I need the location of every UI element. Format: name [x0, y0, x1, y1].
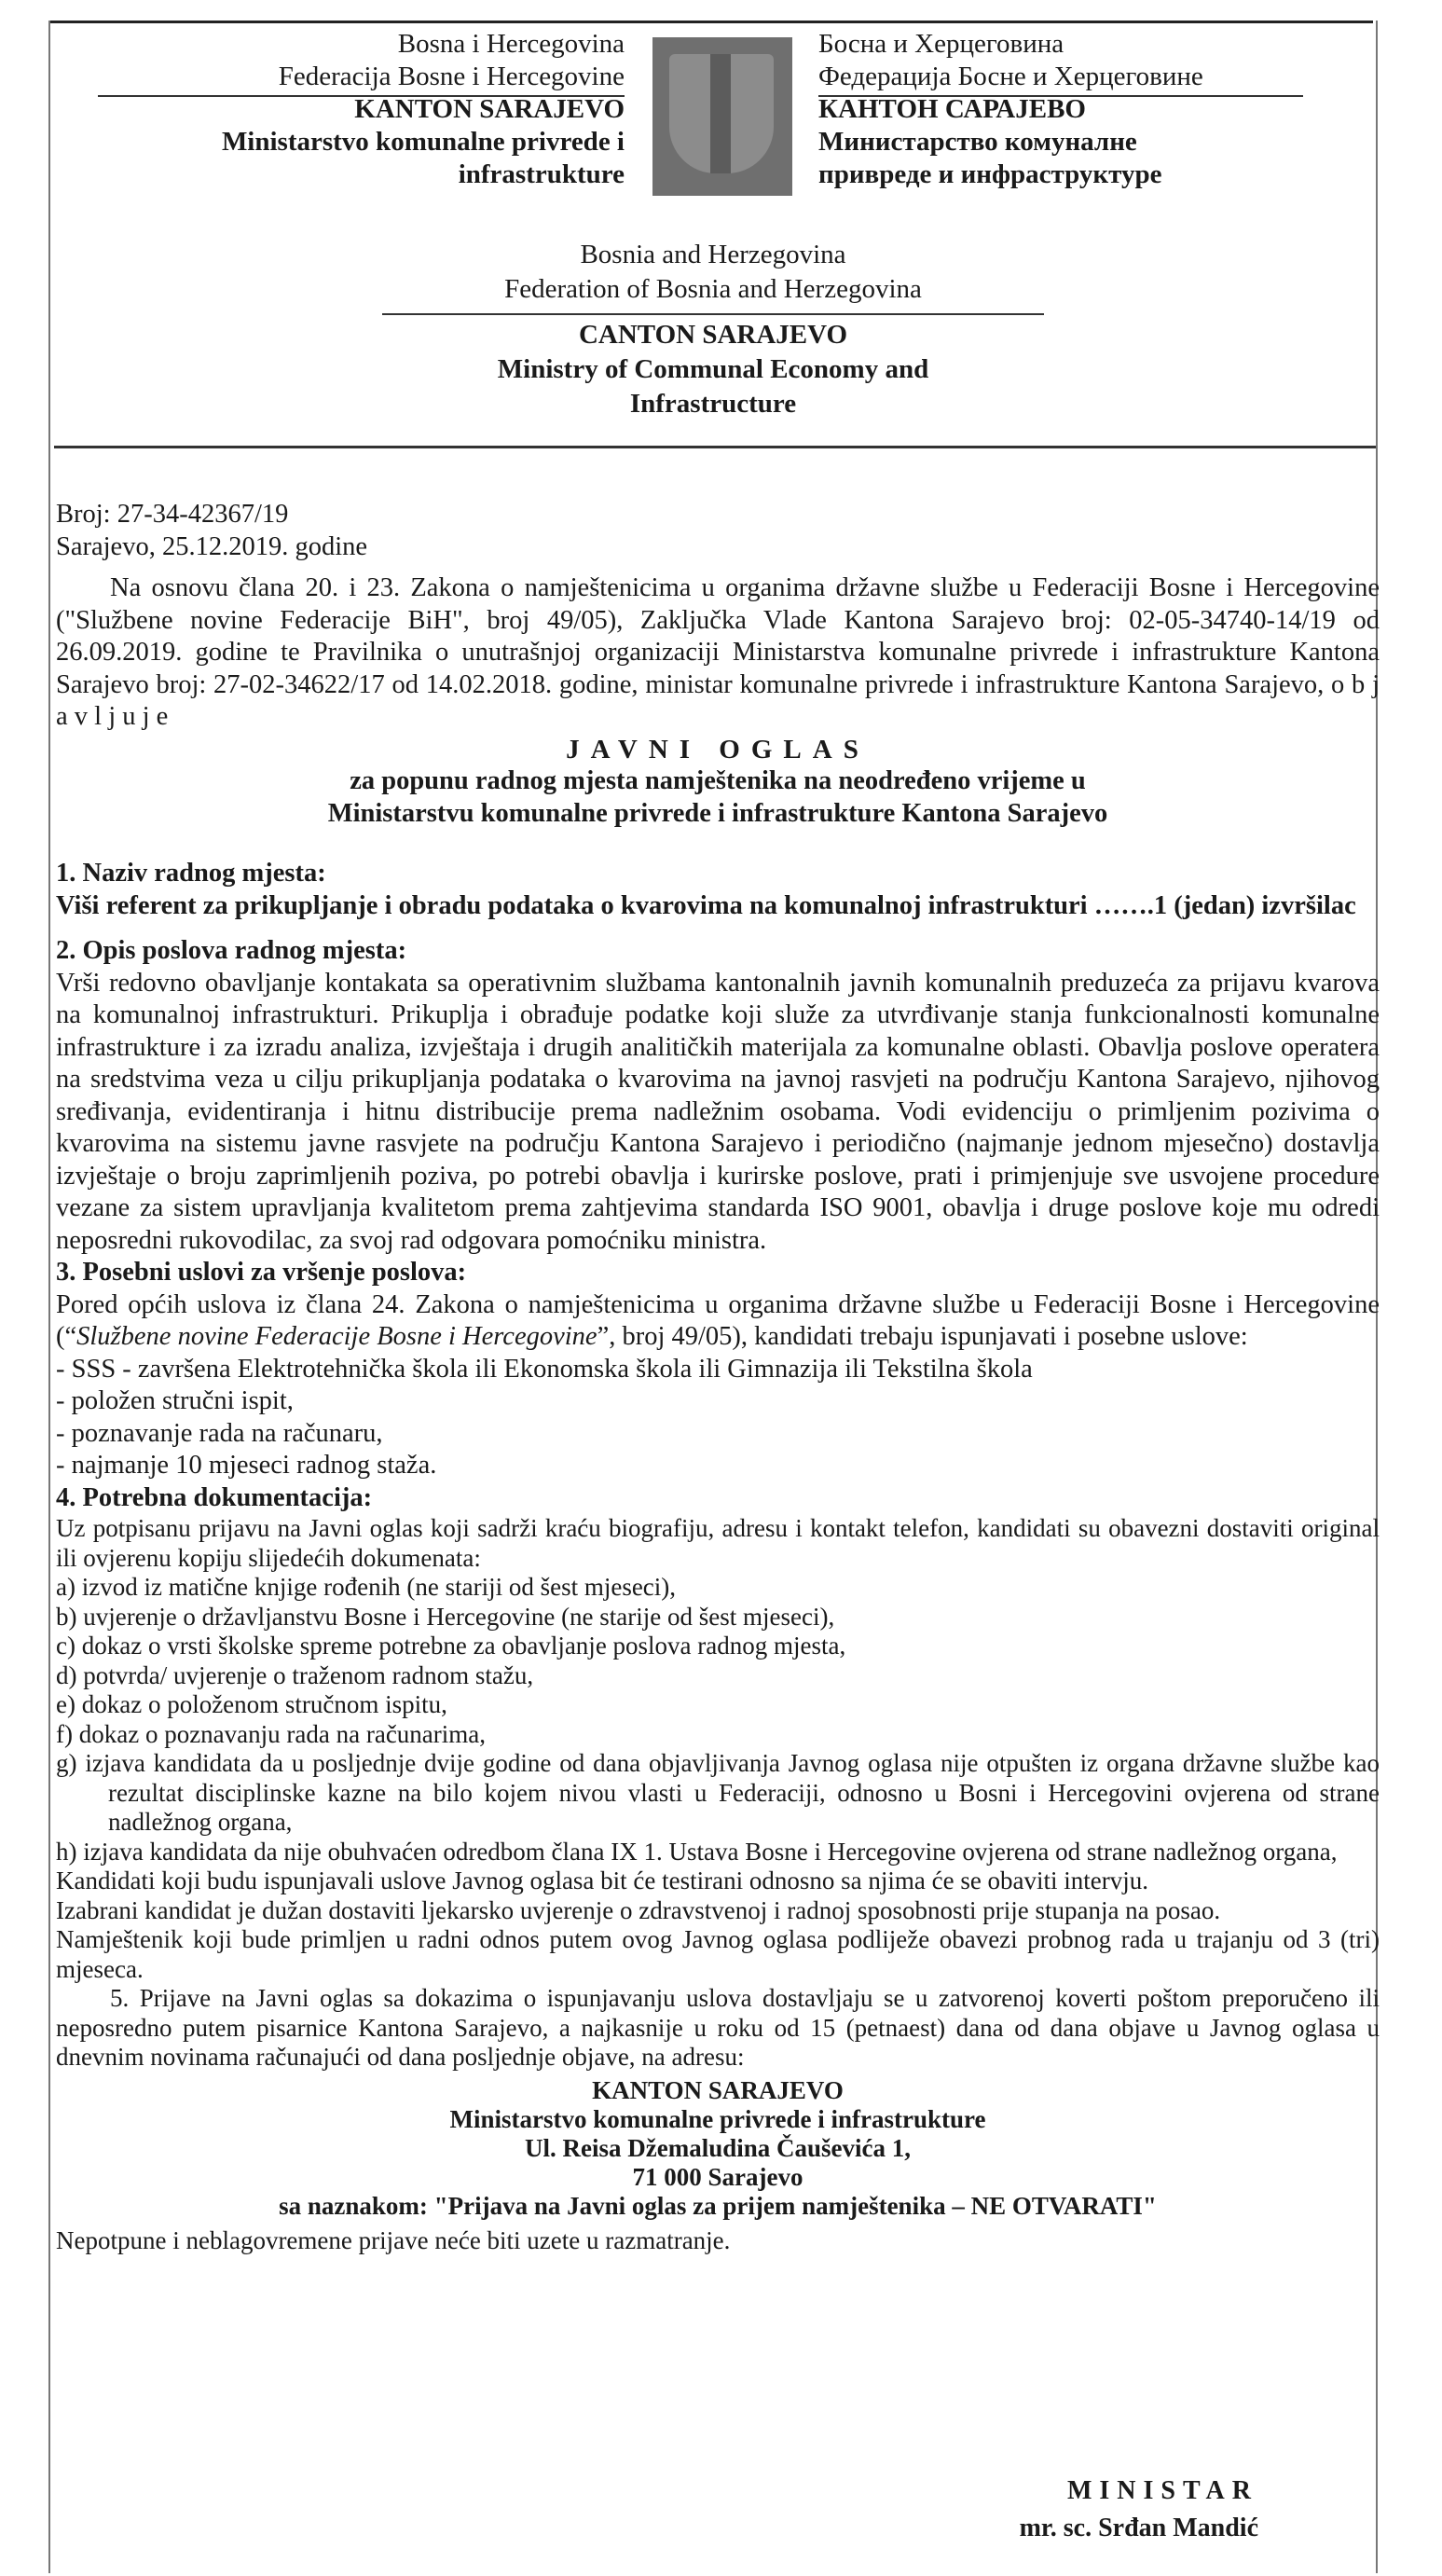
- document-date: Sarajevo, 25.12.2019. godine: [56, 531, 368, 561]
- document-list-item: g) izjava kandidata da u posljednje dvije godine od dana objavljivanja Javnog oglasa nije otpušten iz organa državne službe kao rezultat disciplinske kazne na bilo kojem nivou vlasti u Federaciji, odnosno u Bosni i Hercegovini ovjerena od strane nadležnog organa,: [56, 1749, 1380, 1836]
- section-3-item: - najmanje 10 mjeseci radnog staža.: [56, 1451, 437, 1480]
- section-4-note-medical: Izabrani kandidat je dužan dostaviti ljekarsko uvjerenje o zdravstvenoj i radnoj sposobnosti prije stupanja na posao.: [56, 1895, 1221, 1924]
- header-country-cyrillic: Босна и Херцеговина: [818, 29, 1064, 59]
- section-1-text: Viši referent za prikupljanje i obradu podataka o kvarovima na komunalnoj infrastrukturi …….1 (jedan) izvršilac: [56, 890, 1356, 920]
- address-postal: 71 000 Sarajevo: [632, 2162, 803, 2191]
- section-4-note-probation: Namještenik koji bude primljen u radni odnos putem ovog Javnog oglasa podliježe obavezi probnog rada u trajanju od 3 (tri) mjeseca.: [56, 1925, 1380, 1983]
- section-3-item: - poznavanje rada na računaru,: [56, 1418, 383, 1448]
- header-right-rule: [818, 95, 1303, 97]
- document-list-item: d) potvrda/ uvjerenje o traženom radnom stažu,: [56, 1660, 534, 1689]
- signature-title: MINISTAR: [1066, 2476, 1258, 2505]
- section-3-text: [56, 1289, 1380, 1354]
- document-list-item: c) dokaz o vrsti školske spreme potrebne za obavljanje poslova radnog mjesta,: [56, 1632, 846, 1660]
- coat-of-arms-emblem: [652, 37, 792, 196]
- header-ministry-english-line2: Infrastructure: [629, 389, 797, 419]
- header-ministry-line1: Ministarstvo komunalne privrede i: [221, 127, 625, 157]
- header-left-rule: [98, 95, 625, 97]
- header-bottom-rule: [54, 446, 1376, 448]
- section-3-item: - položen stručni ispit,: [56, 1386, 294, 1415]
- section-3-text-start: Pored općih uslova iz člana 24. Zakona o namještenicima u organima državne službe u Federaciji Bosne i Hercegovine (“: [56, 1289, 1380, 1351]
- header-english: [373, 238, 1053, 421]
- header-federation-english: Federation of Bosnia and Herzegovina: [504, 274, 922, 304]
- header-ministry-line2: infrastrukture: [458, 159, 625, 189]
- document-body: [56, 499, 1380, 2255]
- notice-title: JAVNI OGLAS: [566, 734, 870, 765]
- section-1-heading: 1. Naziv radnog mjesta:: [56, 859, 326, 888]
- notice-subtitle-line2: Ministarstvu komunalne privrede i infrastrukture Kantona Sarajevo: [327, 798, 1108, 828]
- header-ministry-cyrillic-line2: привреде и инфраструктуре: [818, 159, 1162, 189]
- document-list-item: h) izjava kandidata da nije obuhvaćen odredbom člana IX 1. Ustava Bosne i Hercegovine ovjerena od strane nadležnog organa,: [56, 1837, 1338, 1866]
- header-federation-cyrillic: Федерација Босне и Херцеговине: [818, 62, 1203, 91]
- notice-subtitle-line1: za popunu radnog mjesta namještenika na neodređeno vrijeme u: [350, 766, 1086, 795]
- header-ministry-cyrillic-line1: Министарство комуналне: [818, 127, 1137, 157]
- section-2-heading: 2. Opis poslova radnog mjesta:: [56, 936, 407, 965]
- address-marking: sa naznakom: "Prijava na Javni oglas za prijem namještenika – NE OTVARATI": [279, 2191, 1157, 2220]
- header-center-rule: [382, 313, 1044, 315]
- section-4-body: [56, 1514, 1380, 2255]
- section-4-note-interview: Kandidati koji budu ispunjavali uslove Javnog oglasa bit će testirani odnosno sa njima će se obaviti intervju.: [56, 1867, 1149, 1894]
- section-3-item: - SSS - završena Elektrotehnička škola ili Ekonomska škola ili Gimnazija ili Tekstilna škola: [56, 1354, 1033, 1384]
- closing-note: Nepotpune i neblagovremene prijave neće biti uzete u razmatranje.: [56, 2225, 731, 2254]
- section-2-text: Vrši redovno obavljanje kontakata sa operativnim službama kantonalnih javnih komunalnih preduzeća za prijavu kvarova na komunalnoj infrastrukturi. Prikuplja i obrađuje podatke koji služe za utvrđivanje stanja funkcionalnosti komunalne infrastrukture i za izradu analiza, izvještaja i drugih analitičkih materijala za komunalne oblasti. Obavlja poslove operatera na sredstvima veza u cilju prikupljanja podataka o kvarovima na javnoj rasvjeti na području Kantona Sarajevo, njihovog sređivanja, evidentiranja i hitnu distribucije prema nadležnim osobama. Vodi evidenciju o primljenim pozivima o kvarovima na sistemu javne rasvjete na području Kantona Sarajevo i periodično (najmanje jednom mjesečno) dostavlja izvještaje o broju zaprimljenih poziva, po potrebi obavlja i kurirske poslove, prati i primjenjuje sve usvojene procedure vezane za sistem upravljanja kvalitetom prema zahtjevima standarda ISO 9001, obavlja i druge poslove koje mu odredi neposredni rukovodilac, za svoj rad odgovara pomoćniku ministra.: [56, 968, 1380, 1255]
- address-ministry: Ministarstvo komunalne privrede i infrastrukture: [449, 2104, 986, 2133]
- header-canton-english: CANTON SARAJEVO: [578, 320, 848, 350]
- document-list-item: f) dokaz o poznavanju rada na računarima,: [56, 1719, 487, 1748]
- section-5-text: 5. Prijave na Javni oglas sa dokazima o ispunjavanju uslova dostavljaju se u zatvorenoj koverti poštom preporučeno ili neposredno putem pisarnice Kantona Sarajevo, a najkasnije u roku od 15 (petnaest) dana od dana objave u Javnog oglasa u dnevnim novinama računajući od dana posljednje objave, na adresu:: [56, 1984, 1380, 2071]
- header-ministry-english-line1: Ministry of Communal Economy and: [497, 354, 929, 384]
- emblem-band: [710, 54, 731, 173]
- section-3-heading: 3. Posebni uslovi za vršenje poslova:: [56, 1258, 467, 1287]
- section-3-text-gazette: Službene novine Federacije Bosne i Hercegovine: [76, 1322, 597, 1351]
- header-latin: [103, 28, 625, 191]
- address-street: Ul. Reisa Džemaludina Čauševića 1,: [525, 2133, 911, 2162]
- page-border-left: [48, 21, 50, 2573]
- header-country: Bosna i Hercegovina: [397, 29, 625, 59]
- document-list-item: a) izvod iz matične knjige rođenih (ne stariji od šest mjeseci),: [56, 1573, 677, 1601]
- document-list-item: e) dokaz o položenom stručnom ispitu,: [56, 1690, 447, 1718]
- signature-block: [913, 2473, 1258, 2547]
- header-country-english: Bosnia and Herzegovina: [580, 240, 846, 269]
- document-list-item: b) uvjerenje o državljanstvu Bosne i Hercegovine (ne starije od šest mjeseci),: [56, 1602, 835, 1631]
- section-3-text-end: ”, broj 49/05), kandidati trebaju ispunjavati i posebne uslove:: [597, 1322, 1248, 1351]
- signature-name: mr. sc. Srđan Mandić: [1019, 2514, 1258, 2542]
- submission-address: [56, 2076, 1380, 2221]
- header-federation: Federacija Bosne i Hercegovine: [278, 62, 625, 91]
- address-canton: KANTON SARAJEVO: [592, 2075, 844, 2104]
- document-number: Broj: 27-34-42367/19: [56, 500, 289, 529]
- section-4-heading: 4. Potrebna dokumentacija:: [56, 1482, 373, 1512]
- header-canton-cyrillic: КАНТОН САРАЈЕВО: [818, 94, 1086, 124]
- section-4-intro: Uz potpisanu prijavu na Javni oglas koji sadrži kraću biografiju, adresu i kontakt telefon, kandidati su obavezni dostaviti original ili ovjerenu kopiju slijedećih dokumenata:: [56, 1514, 1380, 1572]
- intro-paragraph: Na osnovu člana 20. i 23. Zakona o namještenicima u organima državne službe u Federaciji Bosne i Hercegovine ("Službene novine Federacije BiH", broj 49/05), Zaključka Vlade Kantona Sarajevo broj: 02-05-34740-14/19 od 26.09.2019. godine te Pravilnika o unutrašnjoj organizaciji Ministarstva komunalne privrede i infrastrukture Kantona Sarajevo broj: 27-02-34622/17 od 14.02.2018. godine, ministar komunalne privrede i infrastrukture Kantona Sarajevo, o b j a v l j u j e: [56, 573, 1380, 731]
- header-canton: KANTON SARAJEVO: [354, 94, 625, 124]
- header-cyrillic: [818, 28, 1378, 191]
- page-border-top: [49, 21, 1373, 23]
